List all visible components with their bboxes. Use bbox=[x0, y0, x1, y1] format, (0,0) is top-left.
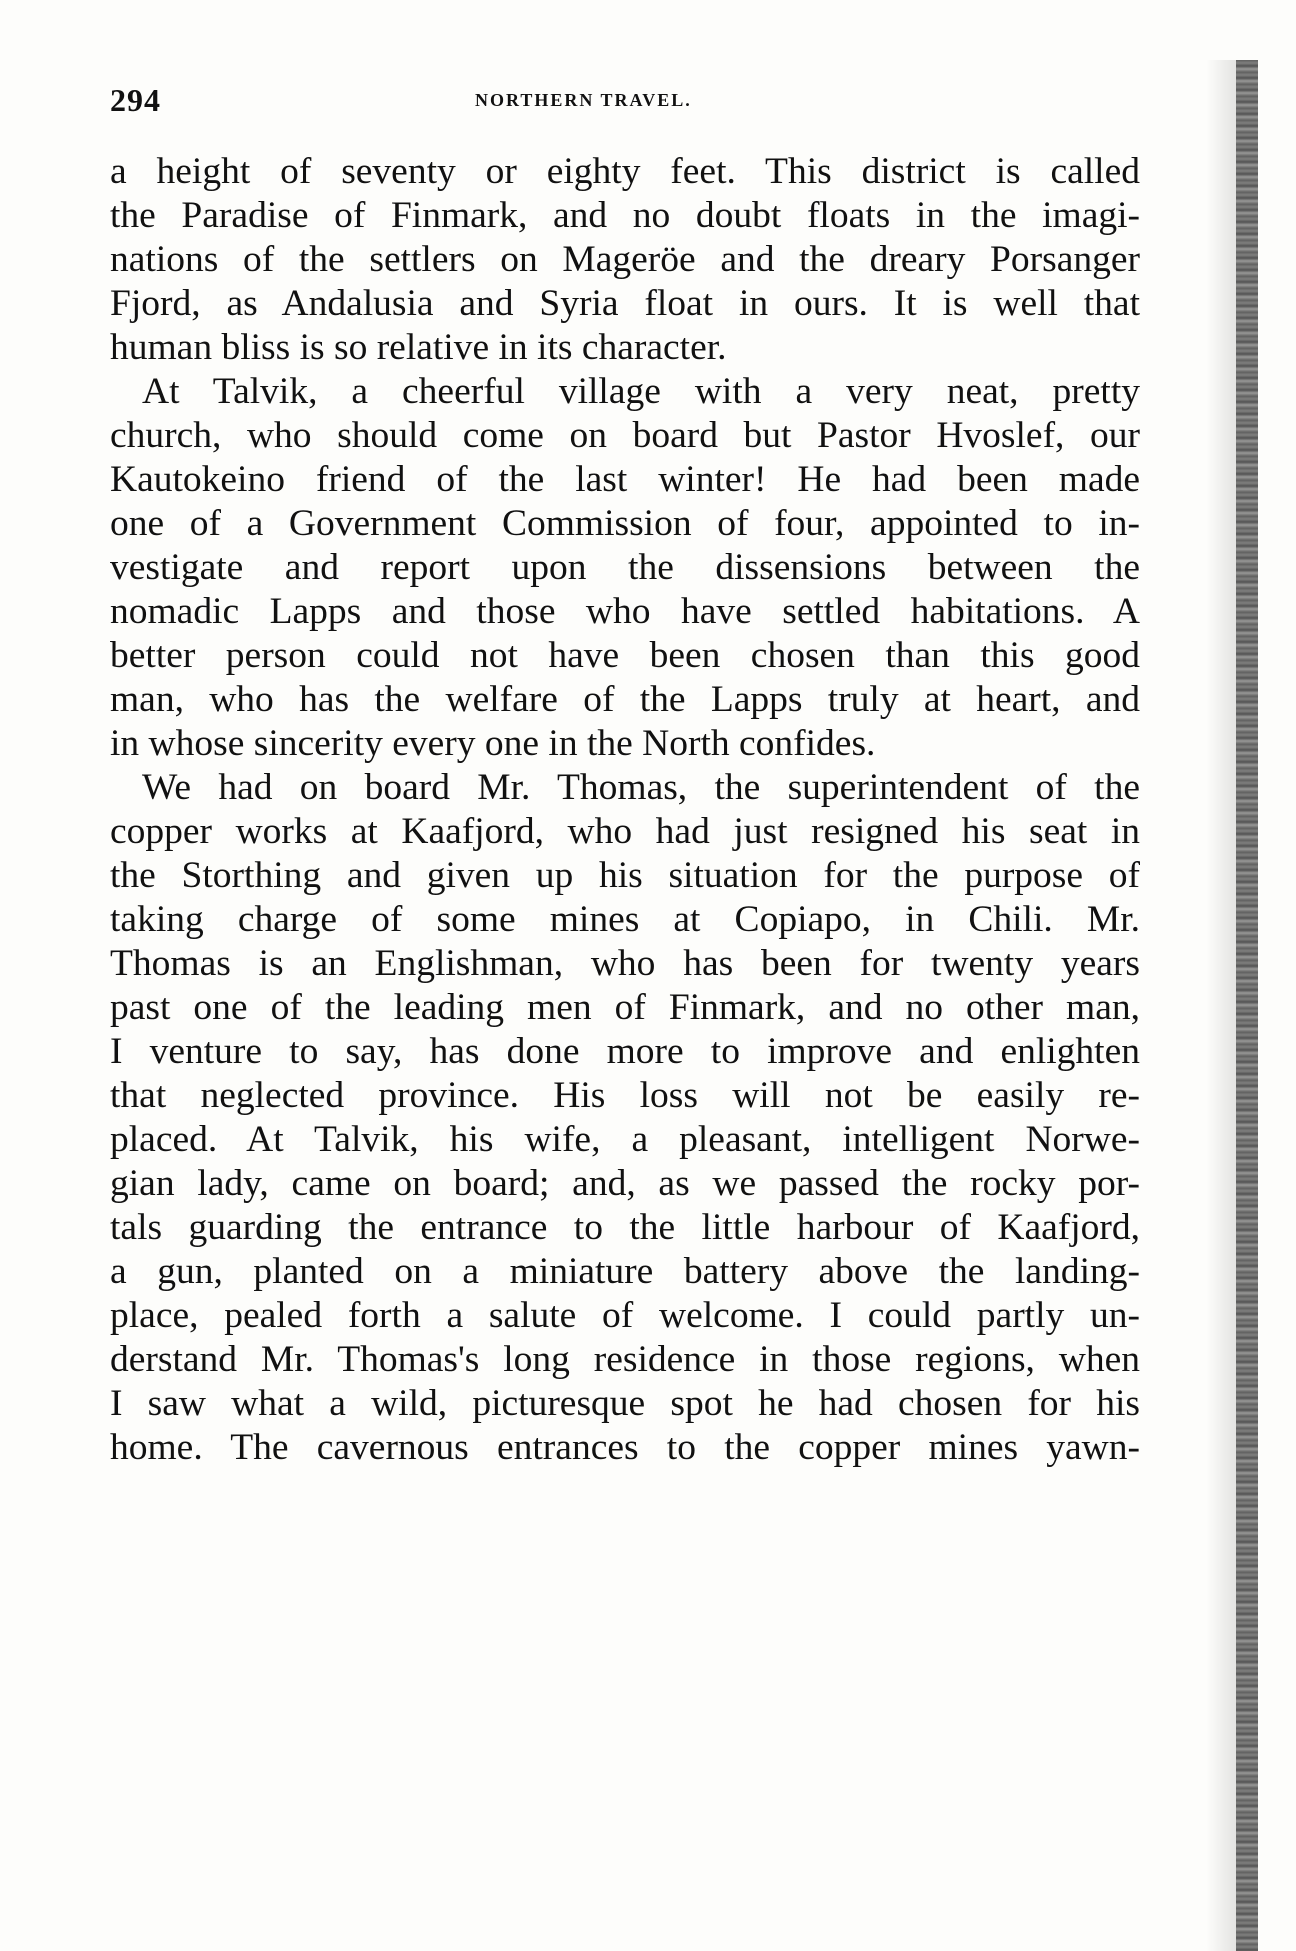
page-number: 294 bbox=[110, 82, 161, 118]
text-line: man, who has the welfare of the Lapps truly at heart, and bbox=[110, 679, 1140, 720]
paragraph bbox=[110, 766, 1140, 1470]
text-line: Kautokeino friend of the last winter! He had been made bbox=[110, 459, 1140, 500]
text-line: church, who should come on board but Pastor Hvoslef, our bbox=[110, 415, 1140, 456]
text-line: place, pealed forth a salute of welcome. I could partly un- bbox=[110, 1295, 1140, 1336]
text-line: I venture to say, has done more to improve and enlighten bbox=[110, 1031, 1140, 1072]
binding-edge bbox=[1236, 60, 1258, 1951]
text-line: I saw what a wild, picturesque spot he had chosen for his bbox=[110, 1383, 1140, 1424]
running-head: NORTHERN TRAVEL. bbox=[475, 90, 692, 110]
text-line: past one of the leading men of Finmark, and no other man, bbox=[110, 987, 1140, 1028]
paragraph bbox=[110, 370, 1140, 766]
paragraph bbox=[110, 150, 1140, 370]
page-header bbox=[110, 82, 1140, 122]
text-line: in whose sincerity every one in the North confides. bbox=[110, 723, 876, 764]
text-line: We had on board Mr. Thomas, the superintendent of the bbox=[142, 767, 1140, 808]
text-line: nomadic Lapps and those who have settled habitations. A bbox=[110, 591, 1140, 632]
text-line: one of a Government Commission of four, appointed to in- bbox=[110, 503, 1140, 544]
text-line: gian lady, came on board; and, as we passed the rocky por- bbox=[110, 1163, 1140, 1204]
text-line: derstand Mr. Thomas's long residence in those regions, when bbox=[110, 1339, 1140, 1380]
text-line: a gun, planted on a miniature battery above the landing- bbox=[110, 1251, 1140, 1292]
text-line: better person could not have been chosen than this good bbox=[110, 635, 1140, 676]
text-line: taking charge of some mines at Copiapo, in Chili. Mr. bbox=[110, 899, 1140, 940]
text-line: Fjord, as Andalusia and Syria float in ours. It is well that bbox=[110, 283, 1140, 324]
text-line: nations of the settlers on Mageröe and the dreary Porsanger bbox=[110, 239, 1140, 280]
text-line: home. The cavernous entrances to the copper mines yawn- bbox=[110, 1427, 1140, 1468]
text-line: the Storthing and given up his situation for the purpose of bbox=[110, 855, 1140, 896]
text-line: At Talvik, a cheerful village with a very neat, pretty bbox=[142, 371, 1140, 412]
body-text bbox=[110, 150, 1140, 1470]
text-line: vestigate and report upon the dissensions between the bbox=[110, 547, 1140, 588]
text-line: the Paradise of Finmark, and no doubt floats in the imagi- bbox=[110, 195, 1140, 236]
text-line: human bliss is so relative in its character. bbox=[110, 327, 727, 368]
text-line: that neglected province. His loss will not be easily re- bbox=[110, 1075, 1140, 1116]
binding-shadow bbox=[1206, 60, 1236, 1951]
text-line: tals guarding the entrance to the little harbour of Kaafjord, bbox=[110, 1207, 1140, 1248]
text-line: placed. At Talvik, his wife, a pleasant, intelligent Norwe- bbox=[110, 1119, 1140, 1160]
text-line: a height of seventy or eighty feet. This district is called bbox=[110, 151, 1140, 192]
text-line: copper works at Kaafjord, who had just resigned his seat in bbox=[110, 811, 1140, 852]
text-line: Thomas is an Englishman, who has been for twenty years bbox=[110, 943, 1140, 984]
